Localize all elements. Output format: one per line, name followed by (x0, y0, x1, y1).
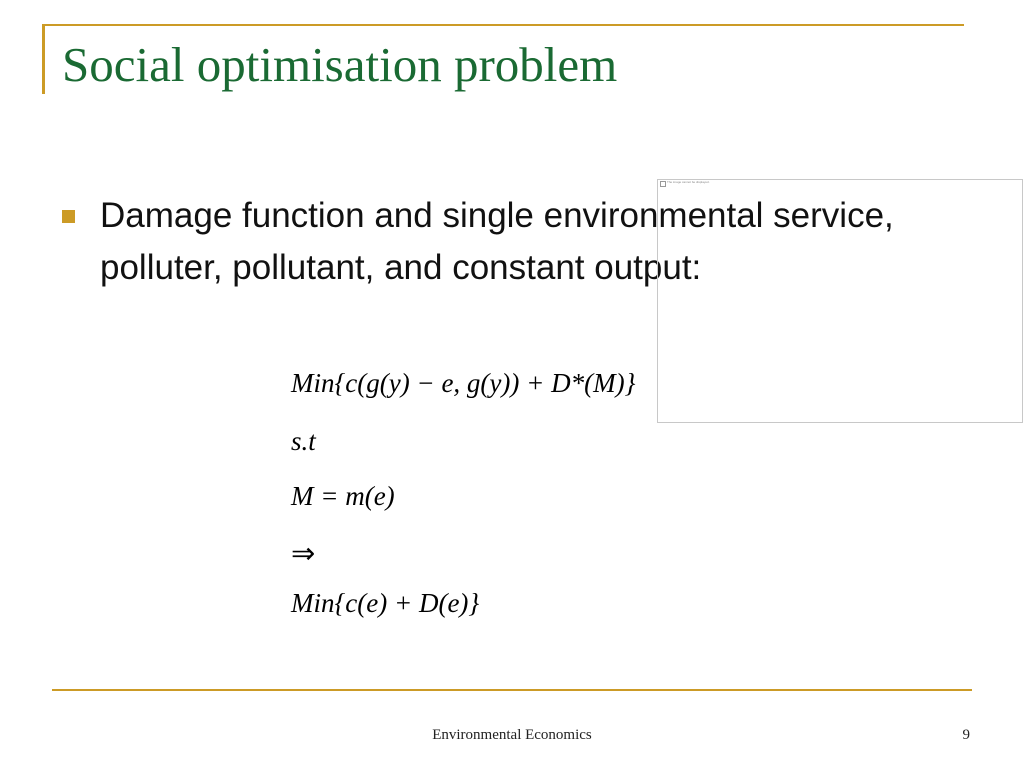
header-left-rule (42, 24, 45, 94)
implies-arrow: ⇒ (291, 538, 316, 570)
square-bullet-icon (62, 210, 75, 223)
equation-objective: Min{c(g(y) − e, g(y)) + D*(M)} (291, 368, 636, 398)
equation-subject-to: s.t (291, 426, 316, 456)
footer-text: Environmental Economics (432, 727, 592, 743)
page-number: 9 (962, 727, 970, 743)
slide-title: Social optimisation problem (62, 37, 618, 92)
equation-reduced-objective: Min{c(e) + D(e)} (291, 588, 480, 618)
broken-image-icon (660, 181, 666, 187)
footer-rule (52, 689, 972, 691)
header-top-rule (44, 24, 964, 26)
bullet-text: Damage function and single environmental service, polluter, pollutant, and constant output: (100, 196, 894, 287)
broken-image-placeholder (657, 179, 1023, 423)
image-placeholder-caption: The image cannot be displayed. (667, 180, 710, 184)
equation-constraint: M = m(e) (291, 481, 395, 511)
